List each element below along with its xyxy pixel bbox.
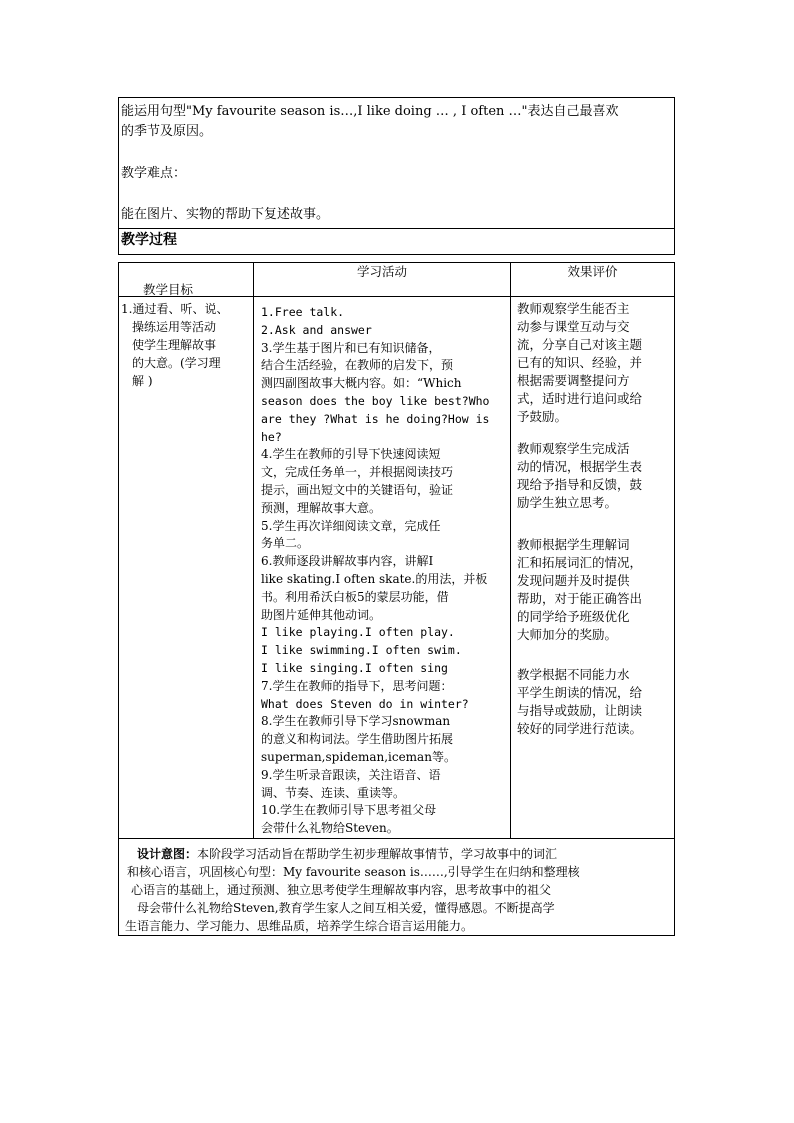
- evaluation-line: 予鼓励。: [517, 409, 568, 424]
- activity-line: 7.学生在教师的指导下，思考问题：: [261, 678, 453, 693]
- activity-line: 的意义和构词法。学生借助图片拓展: [261, 732, 454, 747]
- evaluation-line: 教师观察学生能否主: [517, 301, 630, 316]
- header-cell: [119, 263, 254, 297]
- activity-line: 提示，画出短文中的关键语句，验证: [261, 482, 454, 497]
- evaluation-line: 现给予指导和反馈，鼓: [517, 477, 643, 492]
- objectives-box: [118, 97, 675, 255]
- difficulty-label: 教学难点：: [121, 166, 187, 181]
- activity-line: 会带什么礼物给Steven。: [261, 821, 399, 836]
- activity-line: 文，完成任务单一，并根据阅读技巧: [261, 465, 454, 480]
- activity-line: 2.Ask and answer: [261, 322, 372, 337]
- design-line: 心语言的基础上，通过预测、独立思考使学生理解故事内容，思考故事中的祖父: [131, 882, 552, 897]
- goal-line: 的大意。(学习理: [132, 356, 221, 370]
- evaluation-line: 已有的知识、经验，并: [517, 355, 643, 370]
- evaluation-paragraph: [517, 666, 672, 738]
- activity-line: 测四副图故事大概内容。如：“Which: [261, 376, 462, 391]
- goal-line: 操练运用等活动: [132, 320, 217, 334]
- activity-line: season does the boy like best?Who: [261, 393, 490, 408]
- teaching-process-table: [118, 262, 675, 936]
- activity-line: I like singing.I often sing: [261, 660, 448, 675]
- activity-line: 4.学生在教师的引导下快速阅读短: [261, 447, 441, 462]
- evaluation-line: 帮助，对于能正确答出: [517, 591, 643, 606]
- design-line: 本阶段学习活动旨在帮助学生初步理解故事情节，学习故事中的词汇: [197, 846, 558, 861]
- activity-line: What does Steven do in winter?: [261, 696, 469, 711]
- objective-line: 的季节及原因。: [121, 124, 213, 139]
- activity-line: like skating.I often skate.的用法，并板: [261, 571, 488, 586]
- goal-cell: [119, 297, 254, 839]
- table-row: [119, 297, 675, 839]
- design-intent-cell: [119, 838, 675, 935]
- design-label: 设计意图：: [137, 846, 198, 861]
- evaluation-line: 的同学给予班级优化: [517, 609, 630, 624]
- evaluation-line: 式，适时进行追问或给: [517, 391, 643, 406]
- evaluation-line: 根据需要调整提问方: [517, 373, 630, 388]
- divider: [119, 228, 674, 229]
- activity-line: 预测，理解故事大意。: [261, 500, 382, 515]
- header-goal: 教学目标: [143, 282, 194, 297]
- activity-line: I like playing.I often play.: [261, 625, 455, 640]
- activity-line: 书。利用希沃白板5的蒙层功能，借: [261, 589, 449, 604]
- evaluation-line: 流，分享自己对该主题: [517, 337, 643, 352]
- header-activity: 学习活动: [254, 263, 511, 297]
- process-title: 教学过程: [121, 232, 177, 248]
- evaluation-line: 平学生朗读的情况，给: [517, 685, 643, 700]
- design-line: 生语言能力、学习能力、思维品质，培养学生综合语言运用能力。: [125, 918, 474, 933]
- objective-line: 能运用句型"My favourite season is…,I like doing … , I often …"表达自己最喜欢: [121, 104, 619, 119]
- evaluation-line: 励学生独立思考。: [517, 495, 618, 510]
- evaluation-cell: [511, 297, 675, 839]
- activity-line: 6.教师逐段讲解故事内容，讲解I: [261, 554, 434, 569]
- evaluation-line: 教师观察学生完成活: [517, 441, 630, 456]
- evaluation-line: 教学根据不同能力水: [517, 667, 630, 682]
- design-line: 和核心语言，巩固核心句型：My favourite season is……,引导学生在归纳和整理核: [127, 864, 580, 879]
- evaluation-line: 发现问题并及时提供: [517, 573, 630, 588]
- activity-line: 助图片延伸其他动词。: [261, 607, 382, 622]
- teaching-objective: [121, 102, 671, 142]
- goal-line: 解 ): [132, 374, 153, 388]
- table-header-row: [119, 263, 675, 297]
- activity-line: 3.学生基于图片和已有知识储备，: [261, 340, 441, 355]
- activity-line: 调、节奏、连读、重读等。: [261, 785, 406, 800]
- activity-line: I like swimming.I often swim.: [261, 643, 462, 658]
- evaluation-line: 动参与课堂互动与交: [517, 319, 630, 334]
- activity-line: are they ?What is he doing?How is: [261, 411, 490, 426]
- activity-line: 8.学生在教师引导下学习snowman: [261, 714, 451, 729]
- evaluation-line: 大师加分的奖励。: [517, 627, 618, 642]
- activity-line: 5.学生再次详细阅读文章，完成任: [261, 518, 441, 533]
- evaluation-paragraph: [517, 440, 672, 512]
- activity-line: 务单二。: [261, 536, 310, 551]
- evaluation-line: 动的情况，根据学生表: [517, 459, 643, 474]
- goal-line: 1.通过看、听、说、: [121, 302, 229, 316]
- activity-line: 9.学生听录音跟读，关注语音、语: [261, 767, 441, 782]
- evaluation-line: 汇和拓展词汇的情况，: [517, 555, 643, 570]
- activity-cell: [254, 297, 511, 839]
- goal-line: 使学生理解故事: [132, 338, 217, 352]
- evaluation-line: 教师根据学生理解词: [517, 537, 630, 552]
- evaluation-paragraph: [517, 536, 672, 644]
- evaluation-paragraph: [517, 300, 672, 426]
- difficulty-text: 能在图片、实物的帮助下复述故事。: [121, 207, 330, 222]
- activity-line: he?: [261, 429, 282, 444]
- header-evaluation: 效果评价: [511, 263, 675, 297]
- activity-line: superman,spideman,iceman等。: [261, 749, 456, 764]
- design-line: 母会带什么礼物给Steven,教育学生家人之间互相关爱，懂得感恩。不断提高学: [137, 900, 555, 915]
- activity-line: 1.Free talk.: [261, 305, 345, 319]
- activity-line: 10.学生在教师引导下思考祖父母: [261, 803, 437, 818]
- design-intent-row: [119, 838, 675, 935]
- evaluation-line: 较好的同学进行范读。: [517, 721, 643, 736]
- evaluation-line: 与指导或鼓励，让朗读: [517, 703, 643, 718]
- activity-line: 结合生活经验，在教师的启发下，预: [261, 358, 454, 373]
